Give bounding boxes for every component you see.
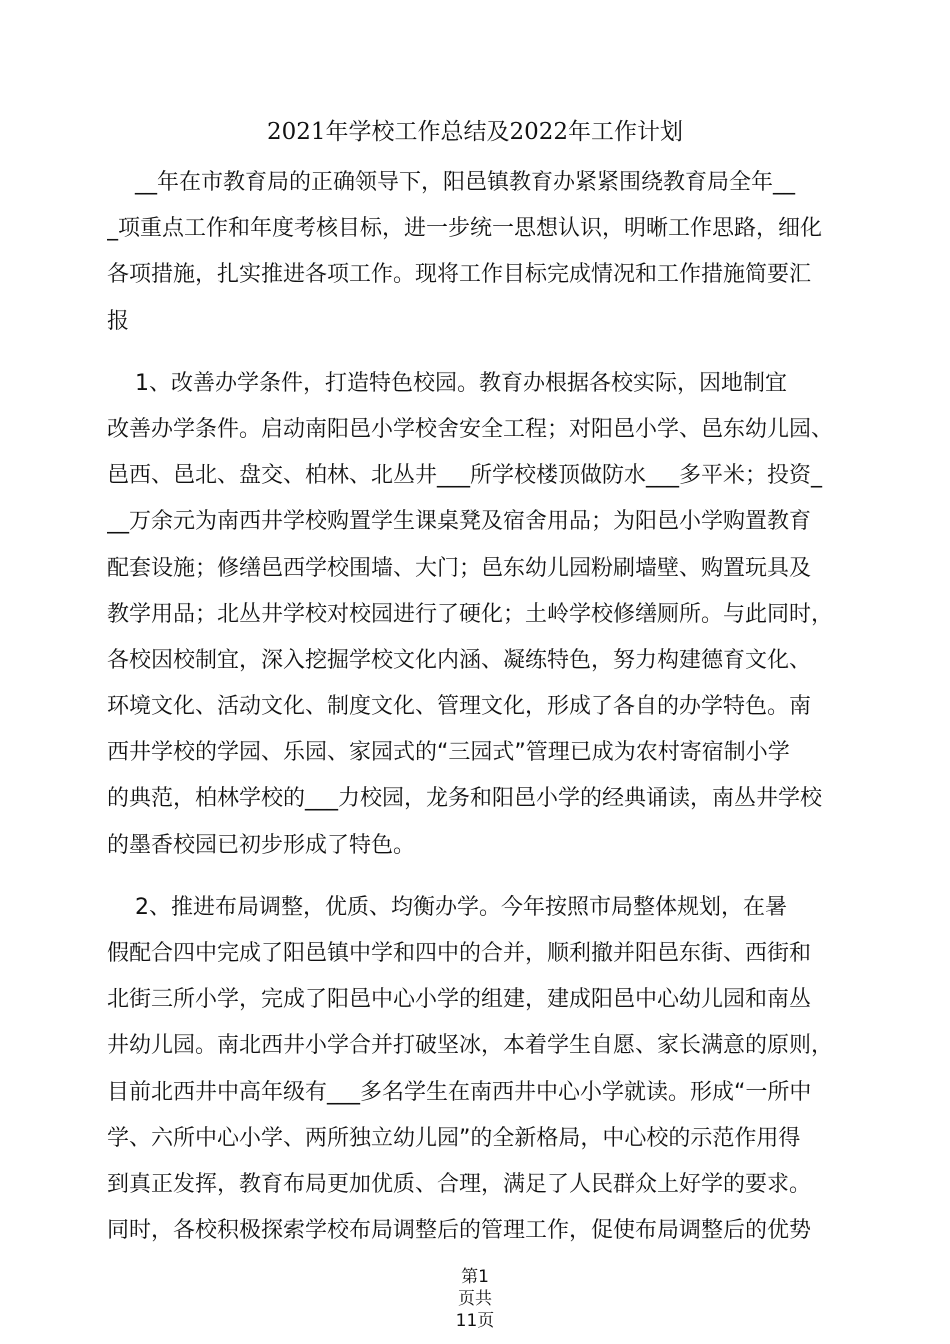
text-line: 西井学校的学园、乐园、家园式的“三园式”管理已成为农村寄宿制小学 [107,740,790,766]
text-line: 2、推进布局调整，优质、均衡办学。今年按照市局整体规划，在暑 [107,894,787,920]
text-line: 井幼儿园。南北西井小学合并打破坚冰，本着学生自愿、家长满意的原则， [107,1033,834,1059]
page-number-line: 11页 [455,1311,495,1331]
page-number-line: 页共 [458,1289,492,1309]
text-line: 邑西、邑北、盘交、柏林、北丛井___所学校楼顶做防水___多平米；投资_ [107,463,823,489]
text-line: 各校因校制宜，深入挖掘学校文化内涵、凝练特色，努力构建德育文化、 [107,647,812,673]
paragraph-section-2 [107,885,852,1255]
text-line: 同时，各校积极探索学校布局调整后的管理工作，促使布局调整后的优势 [107,1218,812,1244]
page-number-footer [0,1266,950,1332]
text-line: 假配合四中完成了阳邑镇中学和四中的合并，顺利撤并阳邑东街、西街和 [107,941,812,966]
paragraph-intro [107,160,852,345]
text-line: 环境文化、活动文化、制度文化、管理文化，形成了各自的办学特色。南 [107,694,812,720]
document-title: 2021年学校工作总结及2022年工作计划 [266,119,684,145]
text-line: 改善办学条件。启动南阳邑小学校舍安全工程；对阳邑小学、邑东幼儿园、 [107,416,834,442]
document-body [107,160,852,1254]
text-line: 目前北西井中高年级有___多名学生在南西井中心小学就读。形成“一所中 [107,1079,812,1105]
text-line: 到真正发挥，教育布局更加优质、合理，满足了人民群众上好学的要求。 [107,1171,812,1197]
text-line: 1、改善办学条件，打造特色校园。教育办根据各校实际，因地制宜 [107,370,787,396]
text-line: 北街三所小学，完成了阳邑中心小学的组建，建成阳邑中心幼儿园和南丛 [107,987,812,1013]
page-number-line: 第1 [461,1267,489,1287]
text-line: 报 [107,308,130,334]
text-line: 各项措施，扎实推进各项工作。现将工作目标完成情况和工作措施简要汇 [107,262,812,288]
text-line: 学、六所中心小学、两所独立幼儿园”的全新格局，中心校的示范作用得 [107,1125,801,1151]
paragraph-section-1 [107,361,852,869]
text-line: 教学用品；北丛井学校对校园进行了硬化；土岭学校修缮厕所。与此同时， [107,601,834,627]
text-line: 的典范，柏林学校的___力校园，龙务和阳邑小学的经典诵读，南丛井学校 [107,786,823,812]
text-line: 配套设施；修缮邑西学校围墙、大门；邑东幼儿园粉刷墙壁、购置玩具及 [107,555,812,581]
text-line: __万余元为南西井学校购置学生课桌凳及宿舍用品；为阳邑小学购置教育 [107,509,812,535]
text-line: _项重点工作和年度考核目标，进一步统一思想认识，明晰工作思路，细化 [107,216,823,242]
text-line: 的墨香校园已初步形成了特色。 [107,832,416,858]
text-line: __年在市教育局的正确领导下，阳邑镇教育办紧紧围绕教育局全年__ [107,170,795,195]
